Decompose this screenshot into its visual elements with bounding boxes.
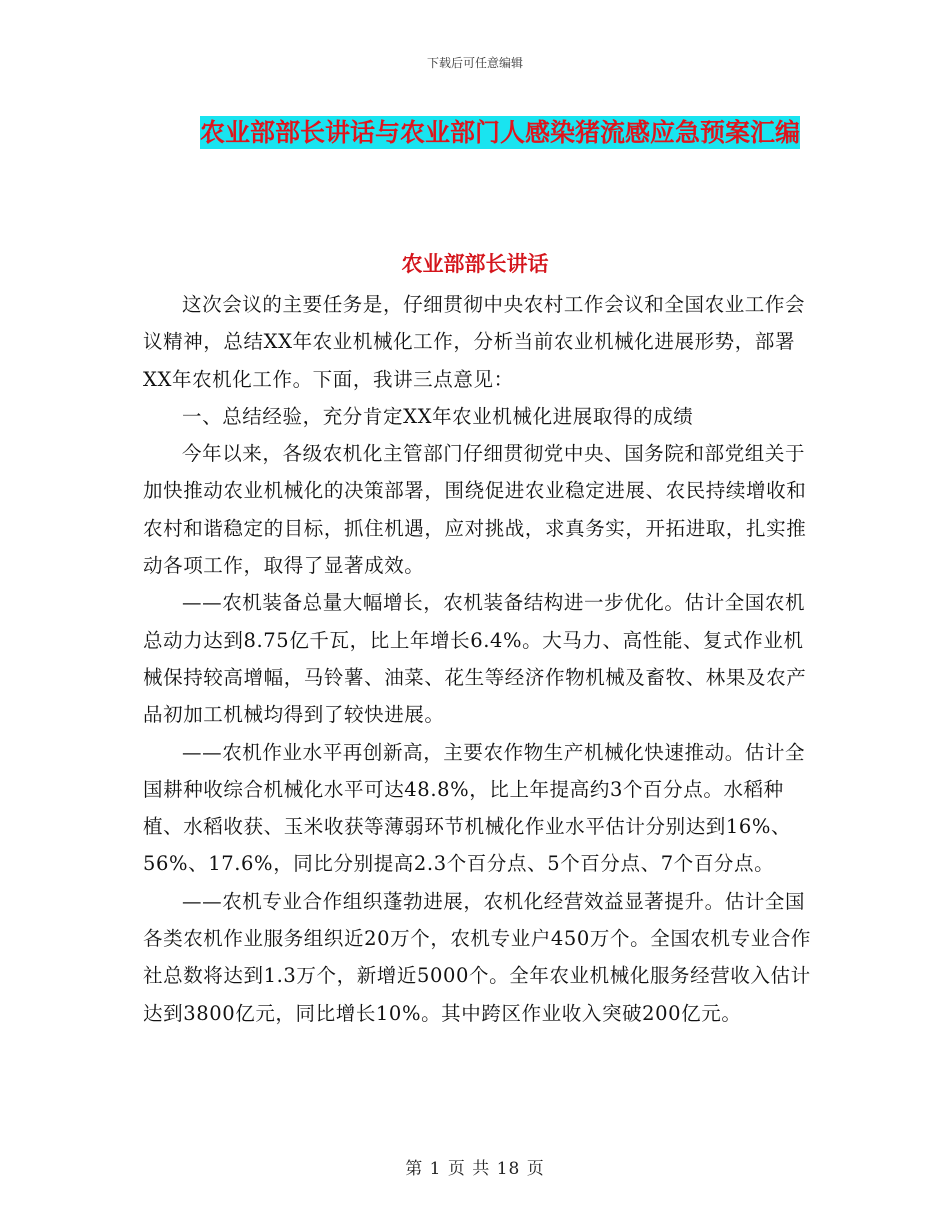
document-title [195, 112, 805, 154]
paragraph: ——农机作业水平再创新高，主要农作物生产机械化快速推动。估计全国耕种收综合机械化水平可达48.8%，比上年提高约3个百分点。水稻种植、水稻收获、玉米收获等薄弱环节机械化作业水平估计分别达到16%、56%、17.6%，同比分别提高2.3个百分点、5个百分点、7个百分点。 [143, 740, 806, 876]
paragraph: ——农机装备总量大幅增长，农机装备结构进一步优化。估计全国农机总动力达到8.75亿千瓦，比上年增长6.4%。大马力、高性能、复式作业机械保持较高增幅，马铃薯、油菜、花生等经济作物机械及畜牧、林果及农产品初加工机械均得到了较快进展。 [143, 591, 807, 727]
paragraph: 这次会议的主要任务是，仔细贯彻中央农村工作会议和全国农业工作会议精神，总结XX年农业机械化工作，分析当前农业机械化进展形势，部署XX年农机化工作。下面，我讲三点意见： [143, 293, 806, 391]
document-body [143, 286, 823, 1032]
section-title: 农业部部长讲话 [401, 251, 549, 276]
document-title-text: 农业部部长讲话与农业部门人感染猪流感应急预案汇编 [199, 118, 800, 147]
header-note: 下载后可任意编辑 [426, 56, 523, 70]
paragraph: ——农机专业合作组织蓬勃进展，农机化经营效益显著提升。估计全国各类农机作业服务组织近20万个，农机专业户450万个。全国农机专业合作社总数将达到1.3万个，新增近5000个。全年农业机械化服务经营收入估计达到3800亿元，同比增长10%。其中跨区作业收入突破200亿元。 [143, 889, 812, 1025]
paragraph: 一、总结经验，充分肯定XX年农业机械化进展取得的成绩 [182, 404, 694, 428]
page-footer: 第 1 页 共 18 页 [405, 1159, 545, 1179]
paragraph: 今年以来，各级农机化主管部门仔细贯彻党中央、国务院和部党组关于加快推动农业机械化的决策部署，围绕促进农业稳定进展、农民持续增收和农村和谐稳定的目标，抓住机遇，应对挑战，求真务实，开拓进取，扎实推动各项工作，取得了显著成效。 [143, 442, 807, 578]
